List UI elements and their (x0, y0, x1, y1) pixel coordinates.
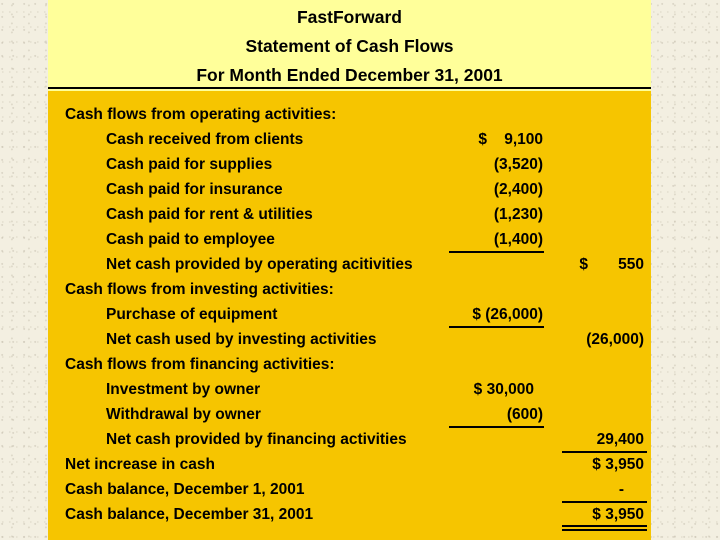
line-label: Net cash provided by operating acitivities (106, 256, 413, 273)
line-label: Net cash used by investing activities (106, 331, 377, 348)
line-label: Net increase in cash (65, 456, 215, 473)
line-amount: (1,400) (493, 231, 543, 248)
header-rule (48, 87, 651, 89)
line-item (48, 278, 651, 303)
line-total: $ 3,950 (592, 506, 644, 523)
line-item (48, 353, 651, 378)
line-item (48, 128, 651, 153)
line-label: Investment by owner (106, 381, 261, 398)
line-total: $ 3,950 (592, 456, 644, 473)
line-total: (26,000) (586, 331, 644, 348)
line-label: Purchase of equipment (106, 306, 278, 323)
line-amount: (2,400) (493, 181, 543, 198)
line-label: Cash paid for supplies (106, 156, 273, 173)
line-amount: $ 30,000 (473, 381, 534, 398)
statement-period: For Month Ended December 31, 2001 (196, 65, 503, 85)
line-item (48, 328, 651, 353)
line-amount: (1,230) (493, 206, 543, 223)
double-rule-top (562, 525, 647, 527)
line-total: $ 550 (579, 256, 644, 273)
line-total: 29,400 (596, 431, 644, 448)
line-item (48, 403, 651, 428)
line-item (48, 228, 651, 253)
line-item (48, 153, 651, 178)
line-label: Cash balance, December 1, 2001 (65, 481, 305, 498)
statement-header (48, 0, 651, 91)
line-item (48, 203, 651, 228)
line-label: Cash flows from financing activities: (65, 356, 335, 373)
line-label: Withdrawal by owner (106, 406, 261, 423)
line-item (48, 253, 651, 278)
line-label: Cash paid for insurance (106, 181, 283, 198)
line-item (48, 178, 651, 203)
line-item (48, 303, 651, 328)
line-item (48, 378, 651, 403)
line-label: Cash received from clients (106, 131, 304, 148)
line-item (48, 428, 651, 453)
line-label: Cash flows from investing activities: (65, 281, 334, 298)
line-label: Net cash provided by financing activities (106, 431, 407, 448)
statement-body (48, 91, 651, 540)
double-rule-bottom (562, 529, 647, 531)
statement-title: Statement of Cash Flows (245, 36, 454, 56)
line-label: Cash paid for rent & utilities (106, 206, 313, 223)
line-item (48, 478, 651, 503)
company-name: FastForward (296, 7, 403, 27)
line-label: Cash flows from operating activities: (65, 106, 337, 123)
line-amount: $ 9,100 (478, 131, 543, 148)
line-total: - (618, 481, 624, 498)
line-amount: (3,520) (493, 156, 543, 173)
line-item (48, 103, 651, 128)
line-amount: (600) (506, 406, 543, 423)
line-label: Cash paid to employee (106, 231, 275, 248)
line-label: Cash balance, December 31, 2001 (65, 506, 314, 523)
line-item (48, 503, 651, 528)
line-amount: $ (26,000) (472, 306, 543, 323)
line-item (48, 453, 651, 478)
